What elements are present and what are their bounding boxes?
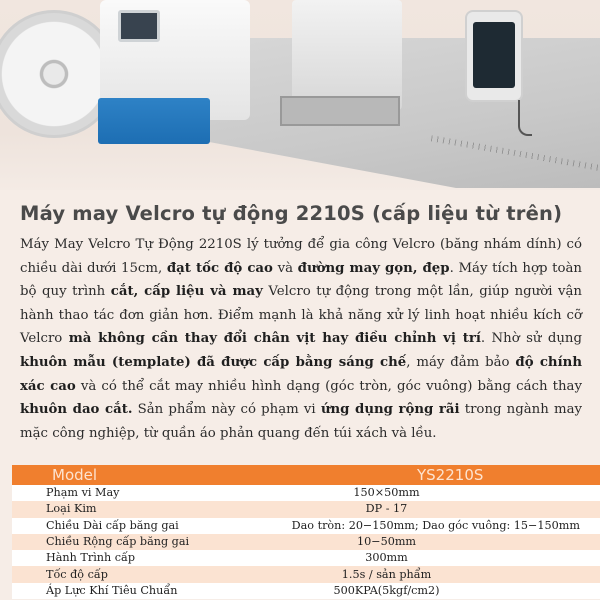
spec-value: 500KPA(5kgf/cm2) — [277, 583, 600, 599]
description-text: , máy đảm bảo — [406, 354, 516, 370]
product-description — [20, 233, 582, 445]
table-row — [12, 518, 600, 534]
spec-key: Phạm vi May — [12, 485, 277, 501]
spec-value: 300mm — [277, 550, 600, 566]
description-emphasis: đạt tốc độ cao — [166, 260, 273, 276]
description-emphasis: khuôn dao cắt. — [20, 402, 133, 418]
description-emphasis: đường may gọn, đẹp — [297, 260, 450, 276]
description-emphasis: độ chính xác cao — [20, 354, 582, 394]
product-photo — [0, 0, 600, 190]
page-title: Máy may Velcro tự động 2210S (cấp liệu từ trên) — [20, 202, 563, 225]
spec-value: 150×50mm — [277, 485, 600, 501]
spec-value: 1.5s / sản phẩm — [277, 566, 600, 582]
spec-key: Chiều Dài cấp băng gai — [12, 518, 277, 534]
spec-header-model-value: YS2210S — [277, 465, 600, 485]
table-row — [12, 583, 600, 599]
table-row — [12, 550, 600, 566]
control-tablet-screen — [473, 22, 515, 88]
spec-table — [12, 465, 600, 599]
spec-value: DP - 17 — [277, 501, 600, 517]
description-emphasis: mà không cần thay đổi chân vịt hay điều chỉnh vị trí — [68, 331, 481, 347]
spec-key: Hành Trình cấp — [12, 550, 277, 566]
feeder-screen — [118, 10, 160, 42]
spec-value: Dao tròn: 20−150mm; Dao góc vuông: 15−150mm — [277, 518, 600, 534]
description-text: Máy May Velcro Tự Động 2210S lý tưởng để gia công Velcro (băng nhám dính) có chiều dài dưới 15cm, — [20, 237, 582, 276]
description-text: . Nhờ sử dụng — [480, 331, 582, 347]
description-text: Velcro tự động trong một lần, giúp người vận hành thao tác đơn giản hơn. Điểm mạnh là khả năng xử lý linh hoạt nhiều kích cỡ Velcro — [20, 284, 582, 347]
description-text: và — [272, 260, 298, 276]
description-emphasis: cắt, cấp liệu và may — [110, 284, 263, 300]
description-emphasis: ứng dụng rộng rãi — [320, 402, 460, 418]
table-row — [12, 534, 600, 550]
table-row — [12, 485, 600, 501]
spec-value: 10−50mm — [277, 534, 600, 550]
sewing-head — [292, 0, 402, 110]
description-text: trong ngành may mặc công nghiệp, từ quần áo phản quang đến túi xách và lều. — [20, 402, 583, 441]
spec-key: Tốc độ cấp — [12, 566, 277, 582]
table-row — [12, 566, 600, 582]
spec-key: Loại Kim — [12, 501, 277, 517]
description-text: Sản phẩm này có phạm vi — [132, 402, 321, 418]
template-frame — [280, 96, 400, 126]
spec-key: Áp Lực Khí Tiêu Chuẩn — [12, 583, 277, 599]
cable — [518, 100, 532, 136]
spec-key: Chiều Rộng cấp băng gai — [12, 534, 277, 550]
spec-header-row — [12, 465, 600, 485]
description-emphasis: khuôn mẫu (template) đã được cấp bằng sáng chế — [20, 354, 407, 370]
table-row — [12, 501, 600, 517]
spec-header-model-label: Model — [12, 465, 277, 485]
feeder-base — [98, 98, 210, 144]
description-text: . Máy tích hợp toàn bộ quy trình — [20, 260, 582, 300]
description-text: và có thể cắt may nhiều hình dạng (góc tròn, góc vuông) bằng cách thay — [75, 378, 582, 394]
